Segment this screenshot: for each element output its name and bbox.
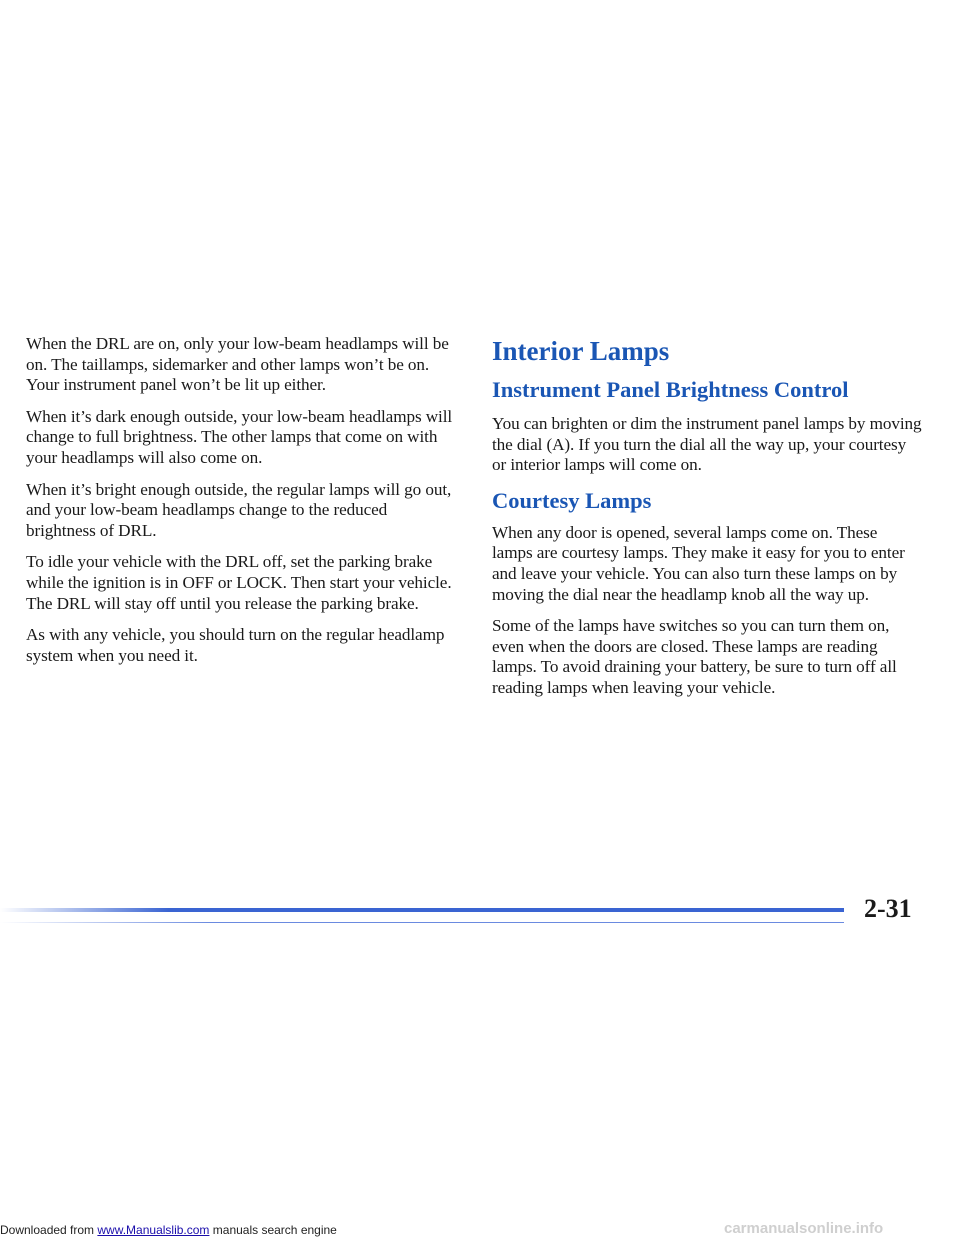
paragraph: When the DRL are on, only your low-beam headlamps will be on. The taillamps, sidemarker and other lamps won’t be on. Your instrument panel won’t be lit up either. (26, 334, 449, 395)
download-footer (0, 1223, 337, 1237)
paragraph: Some of the lamps have switches so you can turn them on, even when the doors are closed. These lamps are reading lamps. To avoid draining your battery, be sure to turn off all reading lamps when leaving your vehicle. (492, 616, 897, 697)
paragraph: When any door is opened, several lamps come on. These lamps are courtesy lamps. They make it easy for you to enter and leave your vehicle. You can also turn these lamps on by moving the dial near the headlamp knob all the way up. (492, 522, 905, 604)
paragraph: To idle your vehicle with the DRL off, set the parking brake while the ignition is in OFF or LOCK. Then start your vehicle. The DRL will stay off until you release the parking brake. (26, 552, 452, 613)
left-column (26, 334, 456, 677)
footer-prefix: Downloaded from (0, 1223, 98, 1237)
paragraph: When it’s dark enough outside, your low-beam headlamps will change to full brightness. The other lamps that come on with your headlamps will also come on. (26, 406, 453, 467)
right-column (492, 334, 922, 710)
subsection-title-courtesy: Courtesy Lamps (492, 487, 652, 513)
watermark: carmanualsonline.info (724, 1220, 884, 1237)
manualslib-link[interactable]: www.Manualslib.com (97, 1223, 210, 1237)
page-number: 2-31 (864, 894, 912, 923)
footer-rule-thin (0, 922, 844, 923)
paragraph: You can brighten or dim the instrument panel lamps by moving the dial (A). If you turn the dial all the way up, your courtesy or interior lamps will come on. (492, 414, 922, 475)
paragraph: When it’s bright enough outside, the regular lamps will go out, and your low-beam headlamps change to the reduced brightness of DRL. (26, 479, 452, 540)
subsection-title-brightness: Instrument Panel Brightness Control (492, 377, 849, 402)
paragraph: As with any vehicle, you should turn on the regular headlamp system when you need it. (26, 625, 445, 665)
section-title: Interior Lamps (492, 336, 670, 366)
footer-rule-thick (0, 908, 844, 912)
footer-suffix: manuals search engine (209, 1223, 337, 1237)
